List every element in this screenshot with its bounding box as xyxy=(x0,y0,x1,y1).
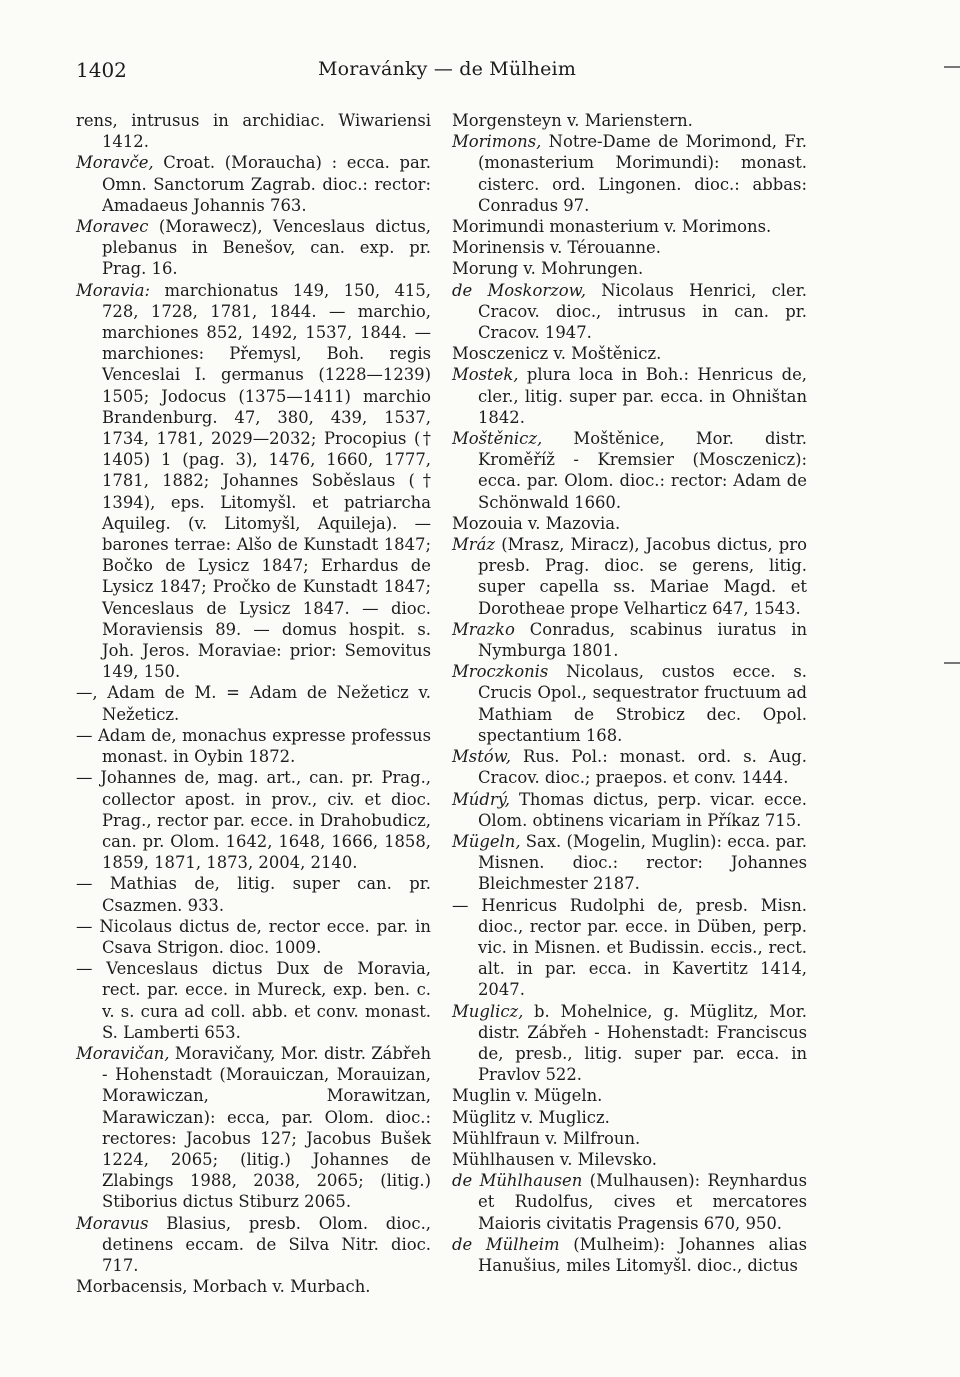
entry-headword: Moštěnicz, xyxy=(452,429,543,449)
entry-text: Moravičany, Mor. distr. Zábřeh - Hohenstadt (Morauiczan, Morauizan, Morawiczan, Morawitzan, Marawiczan): ecca, par. Olom. dioc.: rectores: Jacobus 127; Jacobus Bušek 1224, 2065; (litig.) Johannes de Zlabings 1988, 2038, 2065; (litig.) Stiborius dictus Stiburz 2065. xyxy=(102,1043,431,1212)
index-entry xyxy=(452,237,807,258)
entry-text: (Mulheim): Johannes alias Hanušius, miles Litomyšl. dioc., dictus xyxy=(478,1234,808,1275)
entry-text: Mühlfraun v. Milfroun. xyxy=(452,1128,641,1148)
index-entry xyxy=(76,873,431,915)
index-entry xyxy=(452,895,807,1001)
entry-text: Conradus, scabinus iuratus in Nymburga 1801. xyxy=(478,619,807,661)
entry-headword: de Moskorzow, xyxy=(452,280,586,300)
margin-mark xyxy=(944,662,960,664)
left-column xyxy=(76,110,431,1297)
index-entry xyxy=(452,513,807,534)
running-head: Moravánky — de Mülheim xyxy=(317,58,577,80)
entry-text: Morgensteyn v. Marienstern. xyxy=(452,111,693,130)
entry-text: — Mathias de, litig. super can. pr. Csazmen. 933. xyxy=(76,874,431,915)
index-entry xyxy=(452,1234,808,1276)
entry-text: Croat. (Moraucha) : ecca. par. Omn. Sanctorum Zagrab. dioc.: rector: Amadaeus Johannis 763. xyxy=(102,153,431,215)
index-entry xyxy=(452,789,807,831)
index-entry xyxy=(452,1149,807,1170)
entry-text: (Morawecz), Venceslaus dictus, plebanus in Benešov, can. exp. pr. Prag. 16. xyxy=(102,217,431,279)
entry-text: Mosczenicz v. Moštěnicz. xyxy=(452,344,662,364)
entry-text: — Nicolaus dictus de, rector ecce. par. in Csava Strigon. dioc. 1009. xyxy=(76,916,431,957)
index-entry xyxy=(76,1213,431,1277)
right-column xyxy=(452,110,807,1276)
entry-headword: Muglicz, xyxy=(452,1001,524,1021)
index-entry xyxy=(76,216,431,280)
entry-headword: Múdrý, xyxy=(452,789,510,809)
index-entry xyxy=(76,958,431,1043)
index-entry xyxy=(76,1276,431,1297)
entry-text: plura loca in Boh.: Henricus de, cler., litig. super par. ecca. in Ohništan 1842. xyxy=(478,365,807,427)
index-entry xyxy=(76,110,431,152)
index-entry xyxy=(452,280,807,344)
entry-headword: Moravus xyxy=(76,1213,149,1233)
index-entry xyxy=(452,258,807,279)
entry-text: (Mrasz, Miracz), Jacobus dictus, pro presb. Prag. dioc. se gerens, litig. super capella ss. Mariae Magd. et Dorotheae prope Velharticz 647, 1543. xyxy=(478,535,807,618)
entry-headword: Moravec xyxy=(76,217,149,237)
entry-text: Morung v. Mohrungen. xyxy=(452,259,644,279)
entry-text: Sax. (Mogelin, Muglin): ecca. par. Misnen. dioc.: rector: Johannes Bleichmester 2187. xyxy=(478,831,807,894)
index-entry xyxy=(452,831,807,895)
index-entry xyxy=(452,746,807,788)
page-number: 1402 xyxy=(76,58,127,82)
index-entry xyxy=(452,661,807,746)
index-entry xyxy=(452,216,807,237)
index-entry xyxy=(452,364,807,428)
entry-headword: Morimons, xyxy=(452,132,542,152)
index-entry xyxy=(76,280,431,683)
index-entry xyxy=(452,110,807,131)
index-entry xyxy=(452,534,807,619)
entry-text: — Venceslaus dictus Dux de Moravia, rect. par. ecce. in Mureck, exp. ben. c. v. s. cura ad coll. abb. et conv. monast. S. Lamberti 653. xyxy=(76,959,431,1042)
entry-text: marchionatus 149, 150, 415, 728, 1728, 1781, 1844. — marchio, marchiones 852, 1492, 1537, 1844. — marchiones: Přemysl, Boh. regis Venceslai I. germanus (1228—1239) 1505; Jodocus (1375—1411) marchio Brandenburg. 47, 380, 439, 1537, 1734, 1781, 2029—2032; Procopius († 1405) 1 (pag. 3), 1476, 1660, 1777, 1781, 1882; Johannes Soběslaus († 1394), eps. Litomyšl. et patriarcha Aquileg. (v. Litomyšl, Aquileja). — barones terrae: Alšo de Kunstadt 1847; Bočko de Lysicz 1847; Erhardus de Lysicz 1847; Pročko de Kunstadt 1847; Venceslaus de Lysicz 1847. — dioc. Moraviensis 89. — domus hospit. s. Joh. Jeros. Moraviae: prior: Semovitus 149, 150. xyxy=(102,280,431,682)
entry-text: Nicolaus Henrici, cler. Cracov. dioc., intrusus in can. pr. Cracov. 1947. xyxy=(478,280,807,343)
entry-headword: Moravičan, xyxy=(76,1043,170,1063)
entry-text: Morimundi monasterium v. Morimons. xyxy=(452,217,772,237)
index-entry xyxy=(452,428,807,513)
entry-headword: de Mühlhausen xyxy=(452,1171,583,1191)
index-entry xyxy=(452,1170,807,1234)
entry-text: Müglitz v. Muglicz. xyxy=(452,1107,610,1127)
index-entry xyxy=(76,916,431,958)
index-entry xyxy=(452,1085,807,1106)
index-entry xyxy=(76,725,431,767)
entry-headword: Mügeln, xyxy=(452,831,521,851)
entry-text: Thomas dictus, perp. vicar. ecce. Olom. obtinens vicariam in Příkaz 715. xyxy=(478,789,807,830)
entry-text: Mühlhausen v. Milevsko. xyxy=(452,1149,657,1169)
index-entry xyxy=(452,619,807,661)
entry-text: Notre-Dame de Morimond, Fr. (monasterium Morimundi): monast. cisterc. ord. Lingonen. dioc.: abbas: Conradus 97. xyxy=(478,132,807,215)
entry-text: Rus. Pol.: monast. ord. s. Aug. Cracov. dioc.; praepos. et conv. 1444. xyxy=(478,747,807,788)
entry-headword: Mráz xyxy=(452,535,496,555)
index-entry xyxy=(452,131,807,216)
entry-text: Morbacensis, Morbach v. Murbach. xyxy=(76,1277,371,1297)
entry-text: Mozouia v. Mazovia. xyxy=(452,513,621,533)
entry-text: Blasius, presb. Olom. dioc., detinens eccam. de Silva Nitr. dioc. 717. xyxy=(102,1213,431,1275)
entry-headword: Moravče, xyxy=(76,153,154,173)
entry-headword: Mroczkonis xyxy=(452,662,549,682)
entry-headword: Mstów, xyxy=(452,747,511,767)
index-entry xyxy=(76,767,431,873)
entry-headword: Mostek, xyxy=(452,365,519,385)
index-entry xyxy=(452,1001,807,1086)
entry-text: Muglin v. Mügeln. xyxy=(452,1086,603,1106)
entry-text: —, Adam de M. = Adam de Nežeticz v. Nežeticz. xyxy=(76,683,431,724)
index-entry xyxy=(452,1107,807,1128)
entry-text: Morinensis v. Térouanne. xyxy=(452,238,661,258)
entry-text: — Johannes de, mag. art., can. pr. Prag., collector apost. in prov., civ. et dioc. Prag., rector par. ecce. in Drahobudicz, can. pr. Olom. 1642, 1648, 1666, 1858, 1859, 1871, 1873, 2004, 2140. xyxy=(76,768,431,873)
margin-mark xyxy=(944,66,960,68)
index-entry xyxy=(452,1128,807,1149)
entry-text: rens, intrusus in archidiac. Wiwariensi 1412. xyxy=(76,111,431,152)
page-header xyxy=(76,58,818,90)
index-entry xyxy=(76,1043,431,1213)
entry-text: — Henricus Rudolphi de, presb. Misn. dioc., rector par. ecce. in Düben, perp. vic. in Misnen. et Budissin. eccis., rect. alt. in par. ecca. in Kavertitz 1414, 2047. xyxy=(452,895,807,1000)
index-entry xyxy=(76,682,431,724)
entry-text: (Mulhausen): Reynhardus et Rudolfus, cives et mercatores Maioris civitatis Pragensis 670, 950. xyxy=(478,1171,807,1233)
entry-text: — Adam de, monachus expresse professus monast. in Oybin 1872. xyxy=(76,725,431,767)
index-entry xyxy=(452,343,807,364)
entry-text: Nicolaus, custos ecce. s. Crucis Opol., sequestrator fructuum ad Mathiam de Strobicz dec. Opol. spectantium 168. xyxy=(478,662,807,745)
entry-headword: de Mülheim xyxy=(452,1234,560,1254)
entry-text: b. Mohelnice, g. Müglitz, Mor. distr. Zábřeh - Hohenstadt: Franciscus de, presb., litig. super par. ecca. in Pravlov 522. xyxy=(478,1001,807,1085)
entry-headword: Moravia: xyxy=(76,280,151,300)
index-entry xyxy=(76,152,431,216)
entry-text: Moštěnice, Mor. distr. Kroměříž - Kremsier (Mosczenicz): ecca. par. Olom. dioc.: rector: Adam de Schönwald 1660. xyxy=(478,429,807,512)
entry-headword: Mrazko xyxy=(452,619,515,639)
